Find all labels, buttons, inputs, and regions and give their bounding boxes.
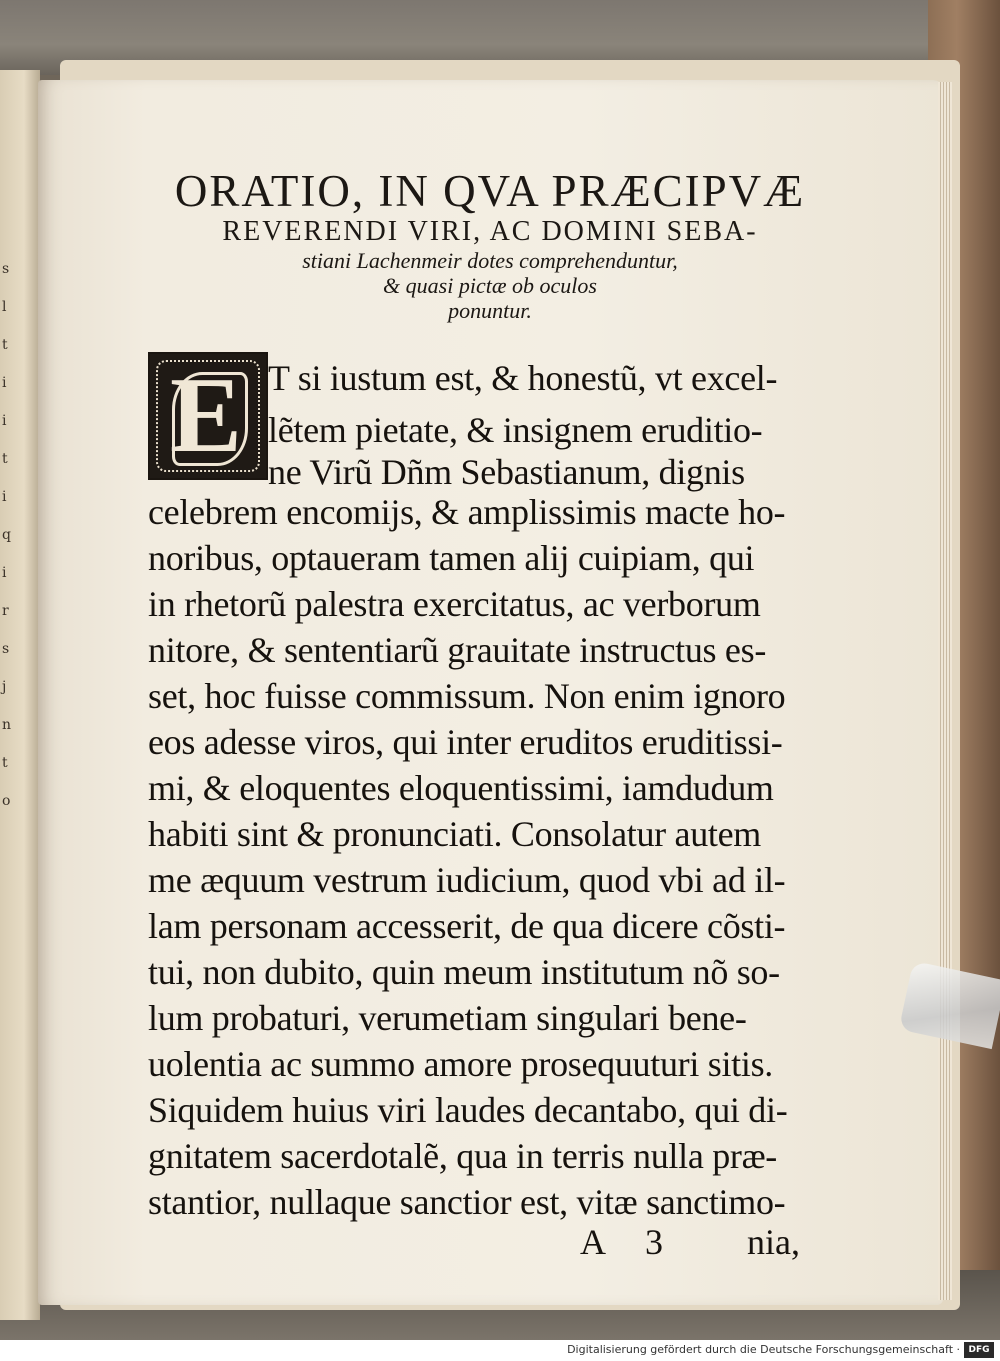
body-line: ne Virũ Dñm Sebastianum, dignis bbox=[268, 452, 745, 492]
body-line: celebrem encomijs, & amplissimis macte ho- bbox=[148, 492, 786, 532]
body-line: in rhetorũ palestra exercitatus, ac verborum bbox=[148, 584, 761, 624]
facing-page-fragment: t bbox=[2, 755, 8, 771]
page-fore-edge bbox=[938, 82, 952, 1300]
body-line: Siquidem huius viri laudes decantabo, qui di- bbox=[148, 1090, 788, 1130]
digitization-footer bbox=[0, 1340, 1000, 1361]
facing-page-fragment: s bbox=[2, 641, 10, 657]
initial-letter: E bbox=[170, 356, 243, 475]
facing-page-fragment: n bbox=[2, 717, 12, 733]
catchword: nia, bbox=[747, 1222, 800, 1262]
body-line: mi, & eloquentes eloquentissimi, iamdudum bbox=[148, 768, 774, 808]
facing-page-fragment: o bbox=[2, 793, 11, 809]
body-line: lum probaturi, verumetiam singulari bene- bbox=[148, 998, 747, 1038]
title-line-1: ORATIO, IN QVA PRÆCIPVÆ bbox=[174, 166, 806, 216]
body-line: habiti sint & pronunciati. Consolatur autem bbox=[148, 814, 762, 854]
body-line: me æquum vestrum iudicium, quod vbi ad il- bbox=[148, 860, 786, 900]
decorated-initial bbox=[148, 352, 268, 480]
body-line: eos adesse viros, qui inter eruditos eruditissi- bbox=[148, 722, 783, 762]
title-line-5: ponuntur. bbox=[448, 298, 532, 323]
body-line: noribus, optaueram tamen alij cuipiam, qui bbox=[148, 538, 755, 578]
facing-page-fragment: j bbox=[2, 679, 7, 695]
title-line-3: stiani Lachenmeir dotes comprehenduntur, bbox=[302, 248, 678, 273]
facing-page-fragment: s bbox=[2, 261, 10, 277]
facing-page-text bbox=[2, 250, 32, 820]
facing-page-fragment: q bbox=[2, 527, 11, 543]
body-line: uolentia ac summo amore prosequuturi sitis. bbox=[148, 1044, 773, 1084]
dfg-logo-icon: DFG bbox=[964, 1342, 994, 1358]
facing-page-fragment: t bbox=[2, 451, 8, 467]
body-line: gnitatem sacerdotalẽ, qua in terris nulla præ- bbox=[148, 1136, 777, 1176]
facing-page-edge bbox=[0, 70, 40, 1320]
body-line: nitore, & sententiarũ grauitate instructus es- bbox=[148, 630, 767, 670]
signature-mark: A 3 bbox=[580, 1222, 680, 1262]
body-line: stantior, nullaque sanctior est, vitæ sanctimo- bbox=[148, 1182, 786, 1222]
title-line-2: REVERENDI VIRI, AC DOMINI SEBA- bbox=[222, 216, 758, 247]
body-line: set, hoc fuisse commissum. Non enim ignoro bbox=[148, 676, 786, 716]
facing-page-fragment: r bbox=[2, 603, 9, 619]
body-line: lam personam accesserit, de qua dicere cõsti- bbox=[148, 906, 786, 946]
body-line: T si iustum est, & honestũ, vt excel- bbox=[268, 358, 778, 398]
facing-page-fragment: i bbox=[2, 565, 7, 581]
page-title bbox=[150, 168, 830, 323]
catchline bbox=[580, 1222, 800, 1262]
body-line: lẽtem pietate, & insignem eruditio- bbox=[268, 410, 763, 450]
facing-page-fragment: i bbox=[2, 489, 7, 505]
facing-page-fragment: i bbox=[2, 375, 7, 391]
footer-credit: Digitalisierung gefördert durch die Deutsche Forschungsgemeinschaft · bbox=[567, 1343, 960, 1356]
body-line: tui, non dubito, quin meum institutum nõ so- bbox=[148, 952, 780, 992]
facing-page-fragment: i bbox=[2, 413, 7, 429]
facing-page-fragment: l bbox=[2, 299, 7, 315]
title-line-4: & quasi pictæ ob oculos bbox=[383, 273, 597, 298]
facing-page-fragment: t bbox=[2, 337, 8, 353]
